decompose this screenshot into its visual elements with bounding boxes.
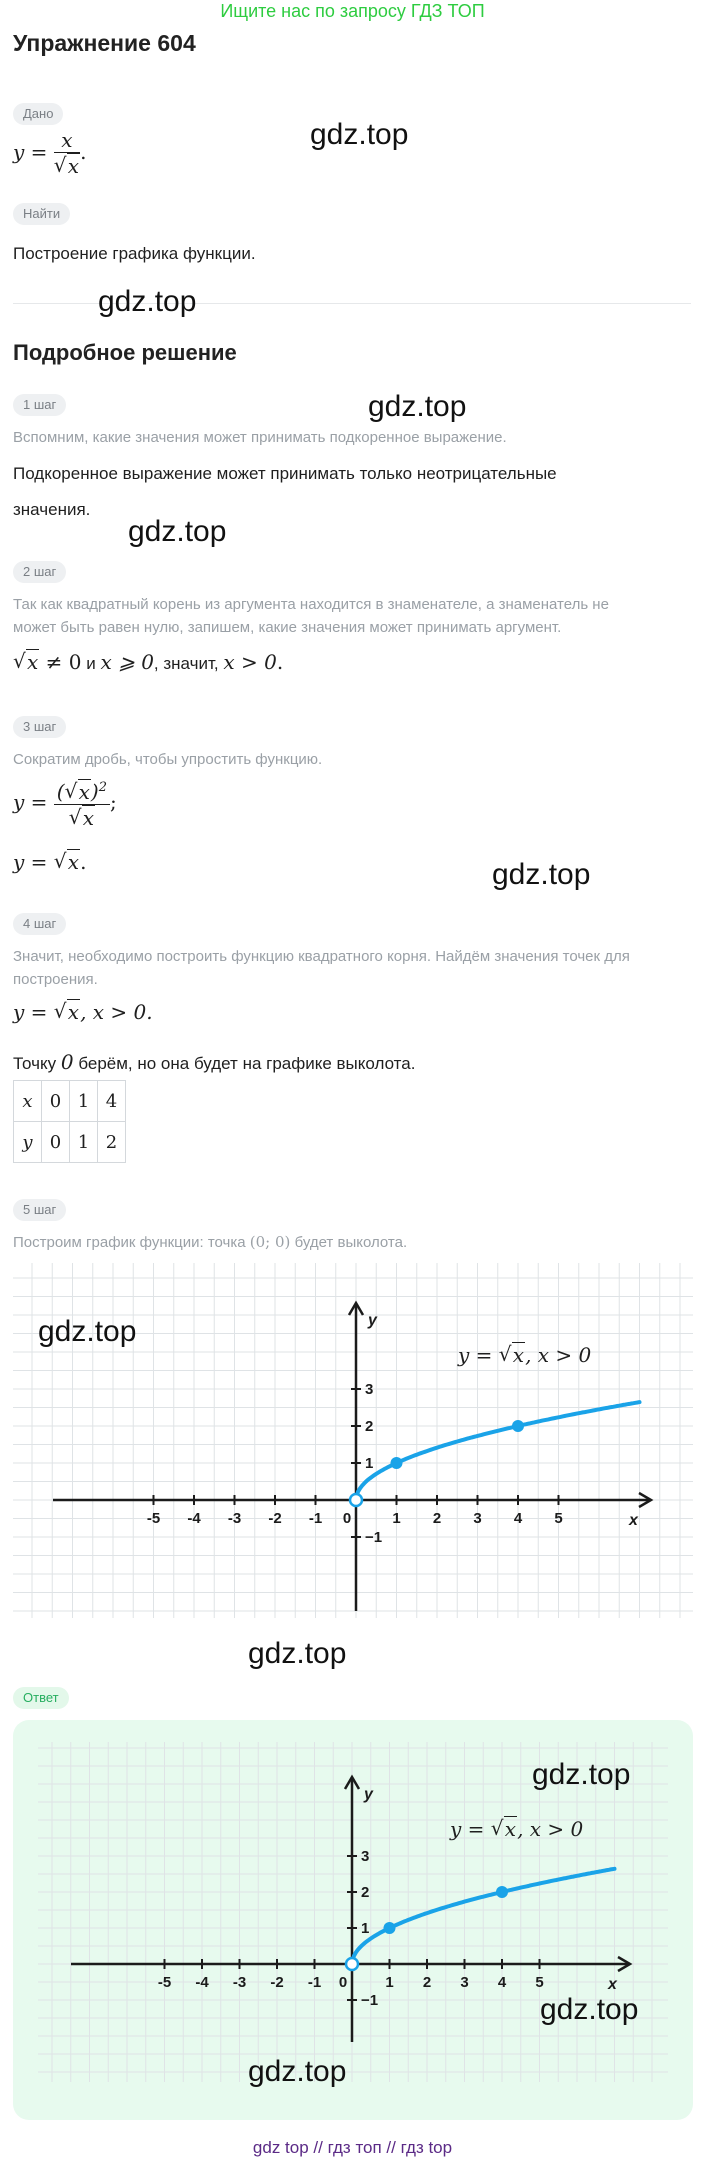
y-tick-label: 1 <box>365 1455 374 1472</box>
find-text: Построение графика функции. <box>13 244 256 263</box>
find-tag: Найти <box>13 203 70 225</box>
step-tag: 3 шаг <box>13 716 66 738</box>
step-tag: 4 шаг <box>13 913 66 935</box>
y-tick-label: 3 <box>365 1381 374 1398</box>
x-tick-label: -3 <box>232 1974 247 1991</box>
step-hint: Сократим дробь, чтобы упростить функцию. <box>13 751 323 768</box>
solution-title: Подробное решение <box>13 340 237 365</box>
table-row <box>14 1122 126 1163</box>
x-tick-label: 2 <box>422 1974 432 1991</box>
x-tick-label: 3 <box>473 1510 482 1527</box>
x-tick-label: 4 <box>513 1510 523 1527</box>
watermark: gdz.top <box>540 1993 639 2026</box>
table-cell: x <box>14 1081 42 1122</box>
y-tick-label: 3 <box>361 1848 370 1865</box>
step-formula: y = (√ x)$^2$ √ x ; <box>13 776 117 831</box>
x-tick-label: 0 <box>342 1510 352 1527</box>
y-tick-label: −1 <box>361 1992 379 2009</box>
table-cell: y <box>14 1122 42 1163</box>
watermark: gdz.top <box>532 1758 631 1791</box>
y-tick-label: 2 <box>361 1884 370 1901</box>
x-tick-label: -2 <box>268 1510 282 1527</box>
y-axis-label: y <box>364 1786 373 1803</box>
step-tag: 2 шаг <box>13 561 66 583</box>
table-cell: 0 <box>42 1122 70 1163</box>
watermark: gdz.top <box>248 1637 347 1670</box>
table-cell: 0 <box>42 1081 70 1122</box>
x-tick-label: -2 <box>270 1974 284 1991</box>
x-axis-label: x <box>608 1976 617 1993</box>
step-text: значения. <box>13 500 91 519</box>
step-text: Подкоренное выражение может принимать только неотрицательные <box>13 464 557 483</box>
step-hint: может быть равен нулю, запишем, какие значения может принимать аргумент. <box>13 619 562 636</box>
step-hint: Так как квадратный корень из аргумента находится в знаменателе, а знаменатель не <box>13 596 609 613</box>
values-table <box>13 1080 126 1163</box>
open-point <box>346 1958 358 1970</box>
step-formula: √ x ≠ 0 и x ⩾ 0, значит, x > 0. <box>13 650 283 674</box>
x-tick-label: 5 <box>554 1510 563 1527</box>
top-banner[interactable]: Ищите нас по запросу ГДЗ ТОП <box>220 1 485 21</box>
step-tag: 5 шаг <box>13 1199 66 1221</box>
watermark: gdz.top <box>310 118 409 151</box>
step-text: Точку 0 берём, но она будет на графике выколота. <box>13 1050 416 1074</box>
step-hint: Значит, необходимо построить функцию квадратного корня. Найдём значения точек для <box>13 948 630 965</box>
x-tick-label: 1 <box>392 1510 401 1527</box>
graph-label: y = √ x, x > 0 <box>458 1343 591 1367</box>
data-point <box>512 1420 524 1432</box>
x-tick-label: 2 <box>432 1510 442 1527</box>
watermark: gdz.top <box>492 858 591 891</box>
step-formula: y = √ x, x > 0. <box>13 1000 153 1024</box>
data-point <box>384 1922 396 1934</box>
x-tick-label: -5 <box>157 1974 172 1991</box>
table-row <box>14 1081 126 1122</box>
x-tick-label: 4 <box>497 1974 507 1991</box>
data-point <box>391 1457 403 1469</box>
watermark: gdz.top <box>38 1315 137 1348</box>
step-tag: 1 шаг <box>13 394 66 416</box>
x-tick-label: 1 <box>385 1974 394 1991</box>
x-tick-label: 3 <box>460 1974 469 1991</box>
watermark: gdz.top <box>248 2055 347 2088</box>
y-tick-label: 2 <box>365 1418 374 1435</box>
graph-label: y = √ x, x > 0 <box>450 1817 583 1841</box>
x-tick-label: -1 <box>308 1510 323 1527</box>
answer-graph <box>38 1742 668 2082</box>
watermark: gdz.top <box>98 285 197 318</box>
y-axis-label: y <box>368 1312 377 1329</box>
page-title: Упражнение 604 <box>13 30 196 56</box>
y-tick-label: −1 <box>365 1529 383 1546</box>
x-tick-label: -4 <box>195 1974 209 1991</box>
step-hint: Вспомним, какие значения может принимать подкоренное выражение. <box>13 429 507 446</box>
watermark: gdz.top <box>128 515 227 548</box>
step-hint: Построим график функции: точка (0; 0) будет выколота. <box>13 1233 408 1251</box>
answer-tag: Ответ <box>13 1687 69 1709</box>
footer-links[interactable]: gdz top // гдз топ // гдз top <box>252 2138 453 2157</box>
y-tick-label: 1 <box>361 1920 370 1937</box>
table-cell: 1 <box>70 1081 98 1122</box>
given-tag: Дано <box>13 103 63 125</box>
x-tick-label: -1 <box>307 1974 322 1991</box>
step-formula: y = √ x. <box>13 850 86 874</box>
x-tick-label: -5 <box>146 1510 161 1527</box>
x-tick-label: -3 <box>227 1510 242 1527</box>
step-hint: построения. <box>13 971 98 988</box>
x-tick-label: 0 <box>338 1974 348 1991</box>
x-axis-label: x <box>629 1512 638 1529</box>
x-tick-label: -4 <box>187 1510 201 1527</box>
open-point <box>350 1494 362 1506</box>
table-cell: 1 <box>70 1122 98 1163</box>
data-point <box>496 1886 508 1898</box>
table-cell: 4 <box>98 1081 126 1122</box>
watermark: gdz.top <box>368 390 467 423</box>
table-cell: 2 <box>98 1122 126 1163</box>
given-formula: y = x √ x . <box>13 128 86 179</box>
x-tick-label: 5 <box>535 1974 544 1991</box>
